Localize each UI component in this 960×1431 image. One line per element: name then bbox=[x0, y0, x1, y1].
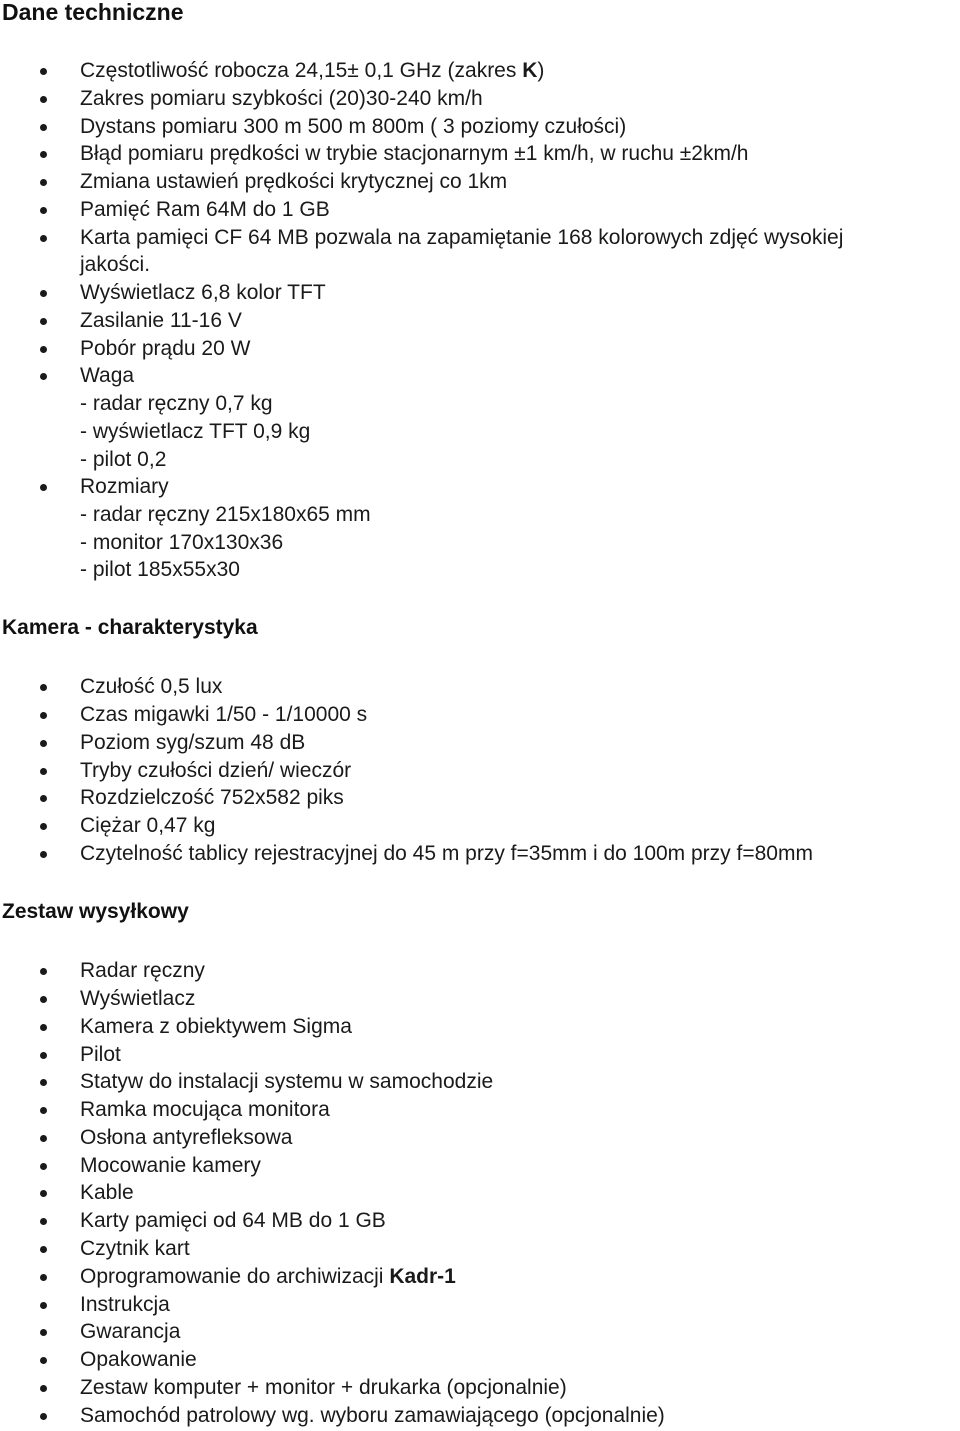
list-item-text: Karta pamięci CF 64 MB pozwala na zapamiętanie 168 kolorowych zdjęć wysokiej bbox=[80, 226, 844, 249]
list-subitem bbox=[0, 446, 960, 474]
list-item bbox=[0, 57, 960, 85]
list-item bbox=[0, 1235, 960, 1263]
bold-text: K bbox=[522, 59, 538, 82]
list-item-text: Wyświetlacz 6,8 kolor TFT bbox=[80, 281, 326, 304]
list-item bbox=[0, 673, 960, 701]
bullet-icon bbox=[40, 1274, 47, 1281]
list-item-text: Ramka mocująca monitora bbox=[80, 1098, 330, 1121]
list-item-text: Karty pamięci od 64 MB do 1 GB bbox=[80, 1209, 386, 1232]
list-item-text: Czytelność tablicy rejestracyjnej do 45 m przy f=35mm i do 100m przy f=80mm bbox=[80, 842, 813, 865]
list-item bbox=[0, 279, 960, 307]
list-item-text: Czułość 0,5 lux bbox=[80, 675, 223, 698]
list-subitem bbox=[0, 390, 960, 418]
bullet-icon bbox=[40, 1079, 47, 1086]
bullet-icon bbox=[40, 1329, 47, 1336]
list-item-text: Rozmiary bbox=[80, 475, 169, 498]
section-heading-zestaw-wysylkowy: Zestaw wysyłkowy bbox=[2, 900, 189, 923]
list-item bbox=[0, 1402, 960, 1430]
bullet-icon bbox=[40, 1218, 47, 1225]
bullet-icon bbox=[40, 768, 47, 775]
bullet-icon bbox=[40, 1385, 47, 1392]
list-item bbox=[0, 840, 960, 868]
list-subitem-text: - radar ręczny 0,7 kg bbox=[80, 392, 273, 415]
list-item-text: Zasilanie 11-16 V bbox=[80, 309, 242, 332]
list-subitem bbox=[0, 418, 960, 446]
bullet-icon bbox=[40, 68, 47, 75]
bullet-icon bbox=[40, 712, 47, 719]
list-item bbox=[0, 1013, 960, 1041]
list-item-text: Pilot bbox=[80, 1043, 121, 1066]
bullet-icon bbox=[40, 1246, 47, 1253]
bullet-icon bbox=[40, 96, 47, 103]
list-item-text: Gwarancja bbox=[80, 1320, 181, 1343]
list-item bbox=[0, 1318, 960, 1346]
list-item bbox=[0, 1124, 960, 1152]
bullet-icon bbox=[40, 1024, 47, 1031]
list-item bbox=[0, 1068, 960, 1096]
bullet-icon bbox=[40, 318, 47, 325]
list-item-text: Waga bbox=[80, 364, 135, 387]
list-item-text: Pamięć Ram 64M do 1 GB bbox=[80, 198, 330, 221]
bullet-icon bbox=[40, 1163, 47, 1170]
bullet-icon bbox=[40, 795, 47, 802]
list-subitem-text: - monitor 170x130x36 bbox=[80, 531, 284, 554]
section-heading-dane-techniczne: Dane techniczne bbox=[2, 0, 184, 25]
list-subitem-text: - pilot 185x55x30 bbox=[80, 558, 240, 581]
bullet-icon bbox=[40, 124, 47, 131]
list-item-text: Samochód patrolowy wg. wyboru zamawiającego (opcjonalnie) bbox=[80, 1404, 665, 1427]
list-item-text: Osłona antyrefleksowa bbox=[80, 1126, 293, 1149]
list-item-text: Wyświetlacz bbox=[80, 987, 196, 1010]
list-item bbox=[0, 168, 960, 196]
list-item-text: Tryby czułości dzień/ wieczór bbox=[80, 759, 352, 782]
list-item bbox=[0, 335, 960, 363]
list-item bbox=[0, 113, 960, 141]
list-item-text: Częstotliwość robocza 24,15± 0,1 GHz (zakres K) bbox=[80, 59, 545, 82]
bullet-icon bbox=[40, 1107, 47, 1114]
list-item bbox=[0, 701, 960, 729]
list-item bbox=[0, 224, 960, 252]
list-item bbox=[0, 1041, 960, 1069]
bullet-icon bbox=[40, 290, 47, 297]
bullet-icon bbox=[40, 235, 47, 242]
list-subitem-text: - pilot 0,2 bbox=[80, 448, 167, 471]
list-item bbox=[0, 729, 960, 757]
bullet-icon bbox=[40, 996, 47, 1003]
bullet-icon bbox=[40, 1357, 47, 1364]
bullet-icon bbox=[40, 740, 47, 747]
list-item bbox=[0, 784, 960, 812]
list-item bbox=[0, 196, 960, 224]
bullet-icon bbox=[40, 207, 47, 214]
list-item bbox=[0, 812, 960, 840]
list-subitem bbox=[0, 501, 960, 529]
list-item-text: Kable bbox=[80, 1181, 134, 1204]
list-item-text: Mocowanie kamery bbox=[80, 1154, 261, 1177]
list-subitem bbox=[0, 556, 960, 584]
list-item-text: Zestaw komputer + monitor + drukarka (opcjonalnie) bbox=[80, 1376, 567, 1399]
list-item bbox=[0, 140, 960, 168]
list-item-text: Czytnik kart bbox=[80, 1237, 190, 1260]
bullet-icon bbox=[40, 1413, 47, 1420]
list-item bbox=[0, 362, 960, 390]
list-item-text: Dystans pomiaru 300 m 500 m 800m ( 3 poziomy czułości) bbox=[80, 115, 627, 138]
list-item bbox=[0, 1207, 960, 1235]
section-heading-kamera-charakterystyka: Kamera - charakterystyka bbox=[2, 616, 258, 639]
bullet-icon bbox=[40, 968, 47, 975]
list-subitem bbox=[0, 529, 960, 557]
list-item-text: Oprogramowanie do archiwizacji Kadr-1 bbox=[80, 1265, 456, 1288]
bullet-icon bbox=[40, 373, 47, 380]
list-item bbox=[0, 1263, 960, 1291]
bullet-icon bbox=[40, 1190, 47, 1197]
bullet-icon bbox=[40, 346, 47, 353]
list-item bbox=[0, 307, 960, 335]
list-item bbox=[0, 957, 960, 985]
list-item-text: Instrukcja bbox=[80, 1293, 170, 1316]
list-item-text: jakości. bbox=[80, 253, 151, 276]
list-item-text: Błąd pomiaru prędkości w trybie stacjonarnym ±1 km/h, w ruchu ±2km/h bbox=[80, 142, 749, 165]
list-item-text: Rozdzielczość 752x582 piks bbox=[80, 786, 344, 809]
list-subitem-text: - radar ręczny 215x180x65 mm bbox=[80, 503, 371, 526]
bullet-icon bbox=[40, 823, 47, 830]
bullet-icon bbox=[40, 179, 47, 186]
list-item-text: Statyw do instalacji systemu w samochodzie bbox=[80, 1070, 494, 1093]
list-item-continuation bbox=[0, 251, 960, 279]
bold-text: Kadr-1 bbox=[389, 1265, 456, 1288]
bullet-icon bbox=[40, 851, 47, 858]
list-item bbox=[0, 985, 960, 1013]
list-item-text: Poziom syg/szum 48 dB bbox=[80, 731, 306, 754]
list-item bbox=[0, 757, 960, 785]
bullet-icon bbox=[40, 484, 47, 491]
bullet-icon bbox=[40, 1302, 47, 1309]
list-item bbox=[0, 1346, 960, 1374]
list-item bbox=[0, 473, 960, 501]
list-item-text: Opakowanie bbox=[80, 1348, 197, 1371]
list-item bbox=[0, 1374, 960, 1402]
list-item-text: Ciężar 0,47 kg bbox=[80, 814, 216, 837]
list-item bbox=[0, 1179, 960, 1207]
bullet-icon bbox=[40, 1052, 47, 1059]
list-item bbox=[0, 1096, 960, 1124]
list-item-text: Zakres pomiaru szybkości (20)30-240 km/h bbox=[80, 87, 483, 110]
list-item-text: Radar ręczny bbox=[80, 959, 205, 982]
list-item-text: Pobór prądu 20 W bbox=[80, 337, 251, 360]
list-item bbox=[0, 85, 960, 113]
list-item-text: Zmiana ustawień prędkości krytycznej co 1km bbox=[80, 170, 508, 193]
list-item-text: Kamera z obiektywem Sigma bbox=[80, 1015, 352, 1038]
list-item-text: Czas migawki 1/50 - 1/10000 s bbox=[80, 703, 368, 726]
bullet-icon bbox=[40, 684, 47, 691]
bullet-icon bbox=[40, 151, 47, 158]
bullet-icon bbox=[40, 1135, 47, 1142]
list-subitem-text: - wyświetlacz TFT 0,9 kg bbox=[80, 420, 311, 443]
list-item bbox=[0, 1152, 960, 1180]
list-item bbox=[0, 1291, 960, 1319]
